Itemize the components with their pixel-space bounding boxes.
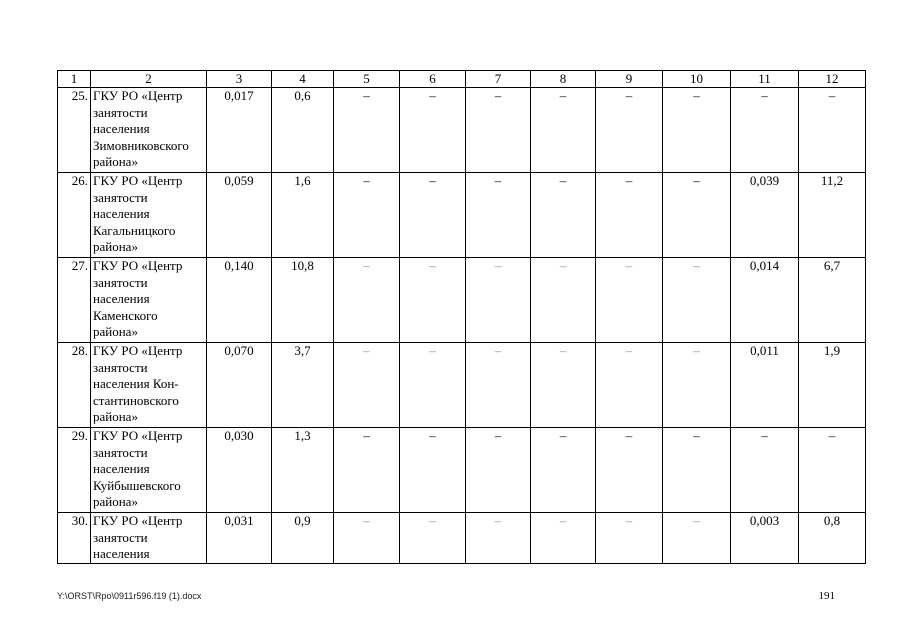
organization-name — [91, 258, 207, 343]
value-cell: – — [596, 343, 663, 428]
value-cell: – — [531, 173, 596, 258]
row-number: 25. — [58, 88, 91, 173]
organization-name-line: ГКУ РО «Центр — [93, 258, 183, 273]
organization-name-line: ГКУ РО «Центр — [93, 428, 183, 443]
organization-name-line: ГКУ РО «Центр — [93, 88, 183, 103]
value-cell: 6,7 — [799, 258, 866, 343]
table-row — [58, 258, 866, 343]
value-cell: – — [663, 258, 731, 343]
organization-name-line: района» — [93, 154, 138, 169]
value-cell: 0,6 — [272, 88, 334, 173]
header-cell: 4 — [272, 71, 334, 88]
row-number: 27. — [58, 258, 91, 343]
footer-file-path: Y:\ORST\Rpo\0911r596.f19 (1).docx — [57, 591, 202, 601]
value-cell: – — [596, 173, 663, 258]
value-cell: 1,3 — [272, 428, 334, 513]
value-cell: – — [400, 513, 466, 564]
value-cell: – — [663, 428, 731, 513]
header-cell: 9 — [596, 71, 663, 88]
value-cell: – — [334, 258, 400, 343]
organization-name — [91, 343, 207, 428]
value-cell: 0,011 — [731, 343, 799, 428]
row-number: 26. — [58, 173, 91, 258]
organization-name — [91, 513, 207, 564]
value-cell: – — [466, 173, 531, 258]
value-cell: – — [531, 258, 596, 343]
header-cell: 8 — [531, 71, 596, 88]
organization-name-line: Кагальницкого — [93, 222, 176, 238]
organization-name — [91, 173, 207, 258]
value-cell: – — [731, 428, 799, 513]
organization-name-line: занятости — [93, 274, 148, 290]
value-cell: – — [334, 88, 400, 173]
organization-name-line: населения Кон- — [93, 376, 179, 391]
organization-name-line: ГКУ РО «Центр — [93, 343, 183, 358]
header-cell: 12 — [799, 71, 866, 88]
value-cell: – — [400, 258, 466, 343]
header-row — [58, 71, 866, 88]
value-cell: – — [531, 513, 596, 564]
value-cell: – — [731, 88, 799, 173]
value-cell: – — [531, 343, 596, 428]
value-cell: – — [596, 88, 663, 173]
value-cell: 1,6 — [272, 173, 334, 258]
header-cell: 3 — [207, 71, 272, 88]
value-cell: 0,140 — [207, 258, 272, 343]
header-cell: 11 — [731, 71, 799, 88]
organization-name-line: района» — [93, 324, 138, 339]
organization-name-line: занятости — [93, 444, 148, 460]
table-body — [58, 88, 866, 564]
table-row — [58, 88, 866, 173]
organization-name-line: населения — [93, 546, 150, 561]
value-cell: 0,017 — [207, 88, 272, 173]
value-cell: – — [799, 428, 866, 513]
organization-name-line: населения — [93, 291, 150, 306]
organization-name-line: района» — [93, 239, 138, 254]
header-cell: 2 — [91, 71, 207, 88]
value-cell: – — [663, 88, 731, 173]
value-cell: – — [334, 428, 400, 513]
organization-name-line: Куйбышевского — [93, 477, 181, 493]
organization-name-line: занятости — [93, 529, 148, 545]
organization-name — [91, 88, 207, 173]
table-row — [58, 343, 866, 428]
value-cell: – — [466, 258, 531, 343]
organization-name-line: населения — [93, 461, 150, 476]
value-cell: – — [400, 343, 466, 428]
table-row — [58, 428, 866, 513]
page-number: 191 — [818, 590, 835, 602]
value-cell: 10,8 — [272, 258, 334, 343]
value-cell: – — [596, 258, 663, 343]
row-number: 29. — [58, 428, 91, 513]
value-cell: – — [466, 513, 531, 564]
value-cell: – — [663, 173, 731, 258]
row-number: 28. — [58, 343, 91, 428]
value-cell: 0,059 — [207, 173, 272, 258]
value-cell: 0,003 — [731, 513, 799, 564]
organization-name-line: района» — [93, 409, 138, 424]
data-table — [57, 70, 866, 564]
value-cell: 0,9 — [272, 513, 334, 564]
header-cell: 5 — [334, 71, 400, 88]
value-cell: 0,8 — [799, 513, 866, 564]
value-cell: – — [531, 88, 596, 173]
value-cell: – — [663, 343, 731, 428]
value-cell: 0,070 — [207, 343, 272, 428]
table-row — [58, 513, 866, 564]
value-cell: – — [531, 428, 596, 513]
organization-name-line: Зимовниковского — [93, 137, 189, 153]
organization-name-line: населения — [93, 206, 150, 221]
organization-name-line: населения — [93, 121, 150, 136]
organization-name-line: района» — [93, 494, 138, 509]
header-cell: 7 — [466, 71, 531, 88]
value-cell: – — [466, 343, 531, 428]
organization-name-line: занятости — [93, 104, 148, 120]
value-cell: 0,039 — [731, 173, 799, 258]
value-cell: – — [334, 343, 400, 428]
header-cell: 10 — [663, 71, 731, 88]
value-cell: – — [663, 513, 731, 564]
value-cell: – — [334, 513, 400, 564]
value-cell: – — [400, 428, 466, 513]
table-header — [58, 71, 866, 88]
value-cell: – — [334, 173, 400, 258]
value-cell: – — [596, 513, 663, 564]
organization-name-line: ГКУ РО «Центр — [93, 513, 183, 528]
value-cell: – — [596, 428, 663, 513]
organization-name-line: занятости — [93, 189, 148, 205]
value-cell: – — [466, 88, 531, 173]
value-cell: 3,7 — [272, 343, 334, 428]
value-cell: – — [466, 428, 531, 513]
header-cell: 1 — [58, 71, 91, 88]
row-number: 30. — [58, 513, 91, 564]
organization-name-line: занятости — [93, 359, 148, 375]
value-cell: 1,9 — [799, 343, 866, 428]
value-cell: 0,030 — [207, 428, 272, 513]
value-cell: 0,014 — [731, 258, 799, 343]
value-cell: – — [799, 88, 866, 173]
value-cell: – — [400, 173, 466, 258]
table-row — [58, 173, 866, 258]
value-cell: – — [400, 88, 466, 173]
organization-name-line: ГКУ РО «Центр — [93, 173, 183, 188]
value-cell: 0,031 — [207, 513, 272, 564]
value-cell: 11,2 — [799, 173, 866, 258]
organization-name — [91, 428, 207, 513]
organization-name-line: Каменского — [93, 307, 158, 323]
organization-name-line: стантиновского — [93, 392, 179, 408]
header-cell: 6 — [400, 71, 466, 88]
